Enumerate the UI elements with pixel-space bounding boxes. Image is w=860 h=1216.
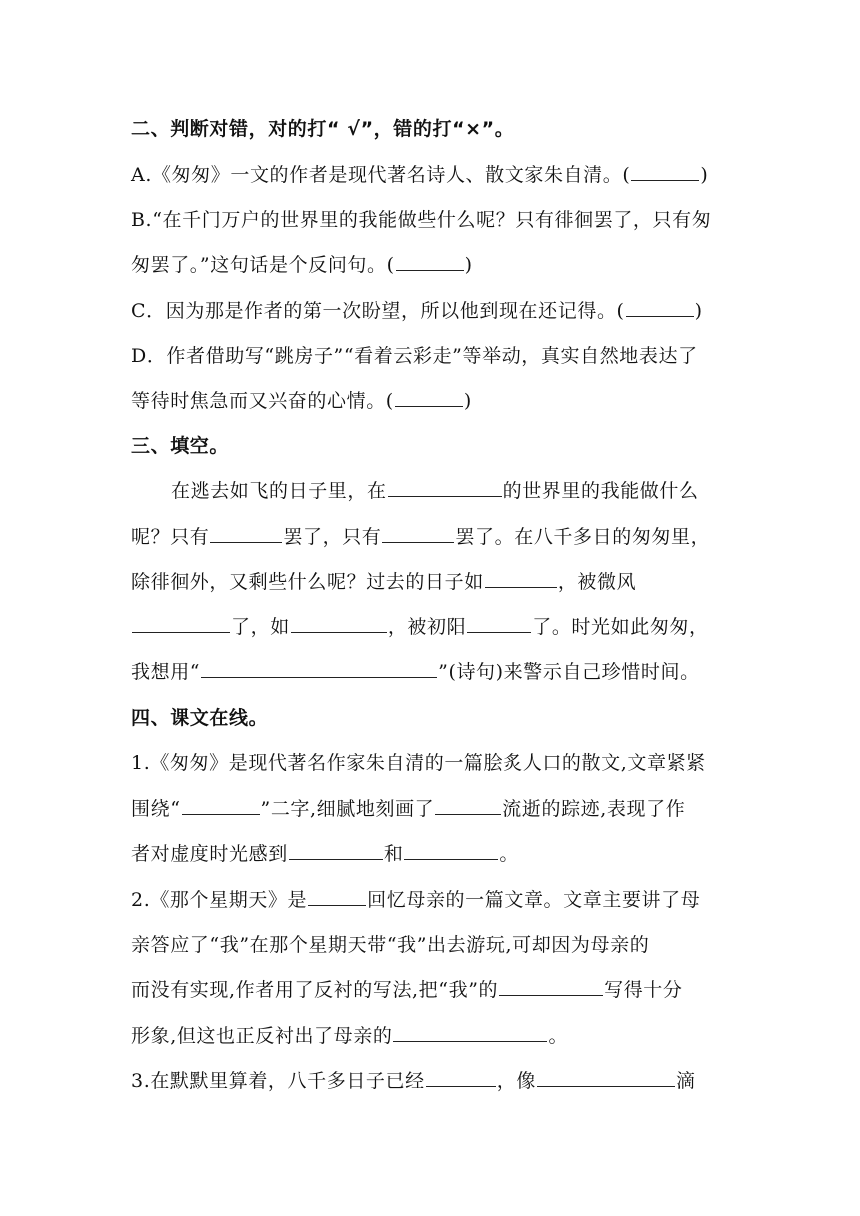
question-2-line3 — [131, 975, 683, 1005]
q-text: 围绕“ — [131, 798, 181, 820]
judgement-item-b-line1: B.“在千门万户的世界里的我能做些什么呢？只有徘徊罢了，只有匆 — [131, 209, 712, 231]
fill-paragraph-line5 — [131, 657, 700, 687]
q2-blank-1[interactable] — [308, 885, 366, 906]
fill-text: 我想用“ — [131, 661, 201, 683]
fill-blank-3[interactable] — [382, 522, 454, 543]
q-text: ，像 — [496, 1070, 536, 1092]
judgement-item-d-line2 — [131, 386, 472, 416]
fill-blank-7[interactable] — [467, 612, 531, 633]
section-2-heading: 二、判断对错，对的打“ √”，错的打“×”。 — [131, 118, 515, 140]
q3-blank-1[interactable] — [426, 1066, 496, 1087]
q-text: 而没有实现,作者用了反衬的写法,把“我”的 — [131, 979, 499, 1001]
item-c-text: C．因为那是作者的第一次盼望，所以他到现在还记得。( — [131, 300, 625, 322]
judgement-item-d-line1: D．作者借助写“跳房子”“看着云彩走”等举动，真实自然地表达了 — [131, 345, 698, 367]
item-a-text: A.《匆匆》一文的作者是现代著名诗人、散文家朱自清。( — [131, 164, 631, 186]
fill-blank-4[interactable] — [485, 567, 557, 588]
item-d-text: 等待时焦急而又兴奋的心情。( — [131, 390, 394, 412]
q1-blank-4[interactable] — [404, 839, 498, 860]
fill-paragraph-line4 — [131, 612, 709, 642]
fill-blank-2[interactable] — [210, 522, 282, 543]
item-b-text: 匆罢了。”这句话是个反问句。( — [131, 254, 395, 276]
fill-text: 罢了。在八千多日的匆匆里， — [455, 526, 711, 548]
question-1-line1: 1.《匆匆》是现代著名作家朱自清的一篇脍炙人口的散文,文章紧紧 — [131, 752, 706, 774]
fill-text: 了，如 — [231, 616, 290, 638]
fill-text: 了。时光如此匆匆， — [532, 616, 709, 638]
fill-text: 呢？只有 — [131, 526, 210, 548]
q-text: 。 — [499, 843, 520, 865]
judgement-item-b-line2 — [131, 250, 473, 280]
q-text: 回忆母亲的一篇文章。文章主要讲了母 — [367, 889, 701, 911]
fill-text: ”(诗句)来警示自己珍惜时间。 — [438, 661, 700, 683]
fill-text: 在逃去如飞的日子里，在 — [171, 480, 387, 502]
fill-paragraph-line3 — [131, 567, 636, 597]
question-2-line4 — [131, 1021, 568, 1051]
q3-blank-2[interactable] — [537, 1066, 675, 1087]
q1-blank-3[interactable] — [289, 839, 383, 860]
q-text: 2.《那个星期天》是 — [131, 889, 308, 911]
fill-blank-poem[interactable] — [201, 657, 437, 678]
item-d-close: ) — [463, 390, 472, 412]
item-c-close: ) — [694, 300, 703, 322]
question-2-line2: 亲答应了“我”在那个星期天带“我”出去游玩,可却因为母亲的 — [131, 934, 650, 956]
q-text: 者对虚度时光感到 — [131, 843, 288, 865]
fill-text: ，被初阳 — [387, 616, 467, 638]
q1-blank-2[interactable] — [435, 794, 501, 815]
judgement-item-c — [131, 296, 703, 326]
q2-blank-3[interactable] — [393, 1021, 547, 1042]
answer-blank-b[interactable] — [396, 250, 464, 271]
q1-blank-1[interactable] — [182, 794, 260, 815]
question-3-line1 — [131, 1066, 696, 1096]
item-b-close: ) — [464, 254, 473, 276]
answer-blank-a[interactable] — [631, 160, 699, 181]
section-3-heading: 三、填空。 — [131, 435, 230, 457]
q-text: 。 — [548, 1025, 569, 1047]
q2-blank-2[interactable] — [499, 975, 603, 996]
answer-blank-c[interactable] — [626, 296, 694, 317]
fill-paragraph-line1 — [171, 476, 699, 506]
fill-paragraph-line2 — [131, 522, 710, 552]
fill-blank-6[interactable] — [291, 612, 387, 633]
q-text: 写得十分 — [604, 979, 683, 1001]
fill-text: ，被微风 — [557, 571, 637, 593]
q-text: 流逝的踪迹,表现了作 — [502, 798, 686, 820]
q-text: 滴 — [675, 1070, 696, 1092]
question-1-line3 — [131, 839, 519, 869]
question-1-line2 — [131, 794, 685, 824]
fill-blank-5[interactable] — [132, 612, 230, 633]
fill-text: 罢了，只有 — [283, 526, 382, 548]
judgement-item-a — [131, 160, 708, 190]
item-a-close: ) — [700, 164, 709, 186]
q-text: 和 — [383, 843, 404, 865]
q-text: 形象,但这也正反衬出了母亲的 — [131, 1025, 393, 1047]
q-text: 3.在默默里算着，八千多日子已经 — [131, 1070, 425, 1092]
fill-text: 除徘徊外，又剩些什么呢？过去的日子如 — [131, 571, 484, 593]
q-text: ”二字,细腻地刻画了 — [260, 798, 435, 820]
question-2-line1 — [131, 885, 700, 915]
answer-blank-d[interactable] — [395, 386, 463, 407]
fill-text: 的世界里的我能做什么 — [502, 480, 699, 502]
section-4-heading: 四、课文在线。 — [131, 707, 269, 729]
fill-blank-1[interactable] — [388, 476, 502, 497]
